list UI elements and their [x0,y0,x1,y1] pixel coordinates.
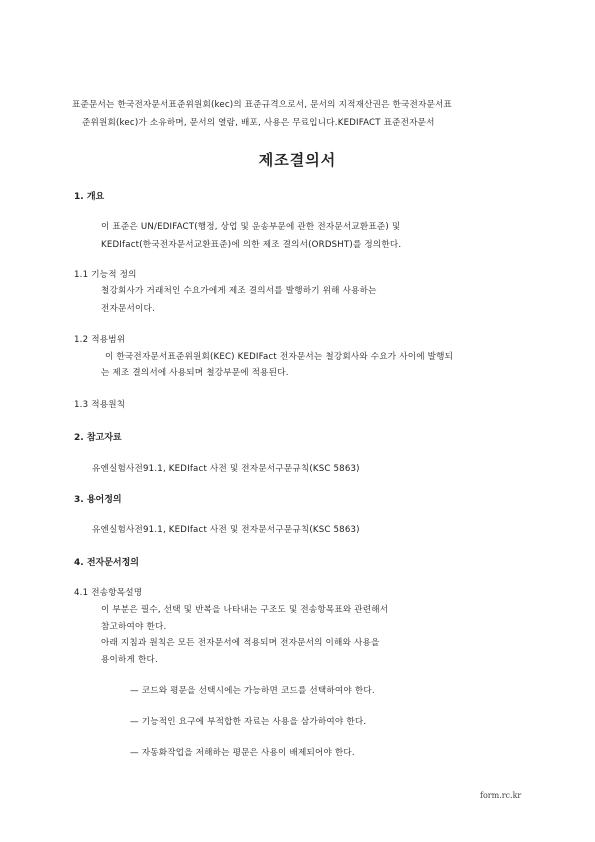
section-1-1-heading: 1.1 기능적 정의 [74,270,137,280]
section-1-1-line-1: 철강회사가 거래처인 수요가에게 제조 결의서를 발행하기 위해 사용하는 [101,286,377,296]
section-4-heading: 4. 전자문서정의 [74,558,139,568]
section-2-heading: 2. 참고자료 [74,433,122,443]
section-1-3-heading: 1.3 적용원칙 [74,400,126,410]
section-4-line-3: 아래 지침과 원칙은 모든 전자문서에 적용되며 전자문서의 이해와 사용을 [101,638,380,648]
section-4-line-4: 용이하게 한다. [101,655,158,665]
notice-line-2: 준위원회(kec)가 소유하며, 문서의 열람, 배포, 사용은 무료입니다.KEDIFACT 표준전자문서 [82,118,435,128]
section-1-2-line-2: 는 제조 결의서에 사용되며 철강부문에 적용된다. [101,368,289,378]
section-2-line-1: 유엔실험사전91.1, KEDIfact 사전 및 전자문서구문규칙(KSC 5863) [92,464,360,474]
section-1-2-line-1: 이 한국전자문서표준위원회(KEC) KEDIFact 전자문서는 철강회사와 수요가 사이에 발행되 [105,352,454,362]
document-title: 제조결의서 [258,151,337,169]
guideline-bullet: — 기능적인 요구에 부적합한 자료는 사용을 삼가하여야 한다. [130,717,367,727]
section-1-1-line-2: 전자문서이다. [101,304,155,314]
section-1-intro-line-2: KEDIfact(한국전자문서교환표준)에 의한 제조 결의서(ORDSHT)를 정의한다. [101,240,402,250]
section-4-line-1: 이 부분은 필수, 선택 및 반복을 나타내는 구조도 및 전송항목표와 관련해서 [101,605,389,615]
guideline-bullet: — 자동화작업을 저해하는 평문은 사용이 배제되어야 한다. [130,748,355,758]
footer-source: form.rc.kr [480,791,522,800]
section-1-heading: 1. 개요 [74,192,105,202]
section-3-heading: 3. 용어정의 [74,495,122,505]
section-4-line-2: 참고하여야 한다. [101,622,167,632]
section-4-1-heading: 4.1 전송항목설명 [74,588,143,598]
guideline-bullet: — 코드와 평문을 선택시에는 가능하면 코드를 선택하여야 한다. [130,686,375,696]
section-1-2-heading: 1.2 적용범위 [74,335,126,345]
notice-line-1: 표준문서는 한국전자문서표준위원회(kec)의 표준규격으로서, 문서의 지적재산권은 한국전자문서표 [72,100,453,110]
section-3-line-1: 유엔실험사전91.1, KEDIfact 사전 및 전자문서구문규칙(KSC 5863) [92,525,360,535]
section-1-intro-line-1: 이 표준은 UN/EDIFACT(행정, 상업 및 운송부문에 관한 전자문서교환표준) 및 [101,222,401,232]
